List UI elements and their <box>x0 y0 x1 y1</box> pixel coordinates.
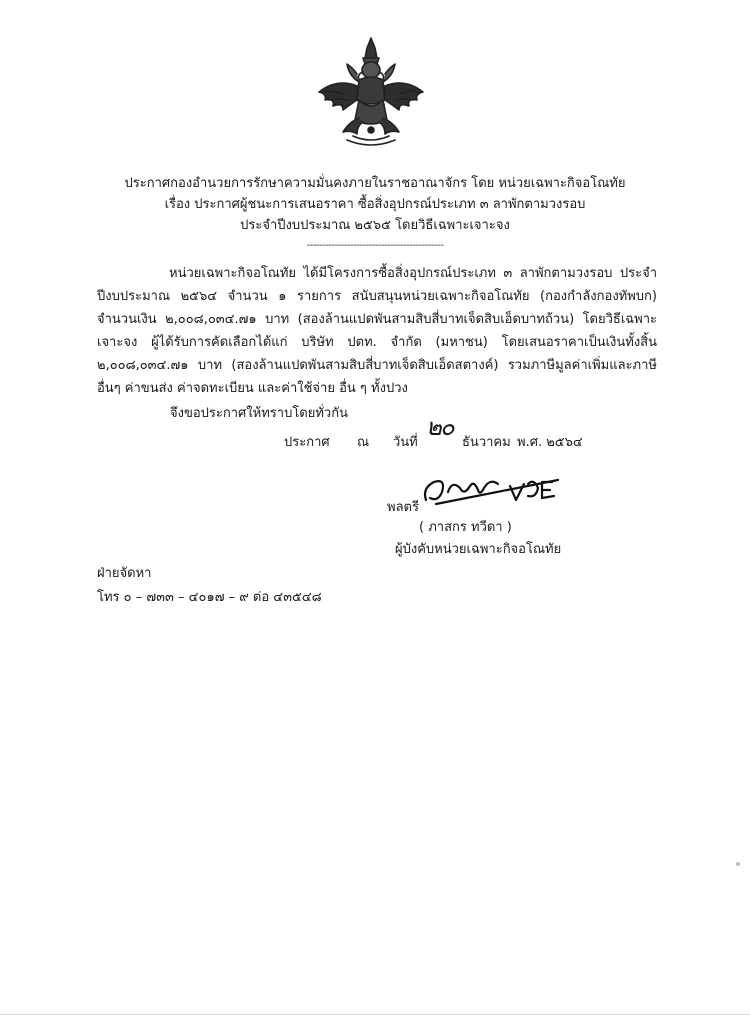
header-subject-line: เรื่อง ประกาศผู้ชนะการเสนอราคา ซื้อสิ่งอุปกรณ์ประเภท ๓ ลาพักตามวงรอบ <box>164 197 586 212</box>
body-paragraph-text: หน่วยเฉพาะกิจอโณทัย ได้มีโครงการซื้อสิ่งอุปกรณ์ประเภท ๓ ลาพักตามวงรอบ ประจำปีงบประมาณ ๒๕๖๔ จำนวน ๑ รายการ สนับสนุนหน่วยเฉพาะกิจอโณทัย (กองกำลังกองทัพบก) จำนวนเงิน ๒,๐๐๘,๐๓๔.๗๑ บาท (สองล้านแปดพันสามสิบสี่บาทเจ็ดสิบเอ็ดบาทถ้วน) โดยวิธีเฉพาะเจาะจง ผู้ได้รับการคัดเลือกได้แก่ บริษัท ปตท. จำกัด (มหาชน) โดยเสนอราคาเป็นเงินทั้งสิ้น ๒,๐๐๘,๐๓๔.๗๑ บาท (สองล้านแปดพันสามสิบสี่บาทเจ็ดสิบเอ็ดสตางค์) รวมภาษีมูลค่าเพิ่มและภาษีอื่นๆ ค่าขนส่ง ค่าจดทะเบียน และค่าใช้จ่าย อื่น ๆ ทั้งปวง <box>97 266 657 396</box>
garuda-emblem-icon <box>313 34 429 150</box>
signature-position: ผู้บังคับหน่วยเฉพาะกิจอโณทัย <box>395 542 562 557</box>
date-at: ณ <box>357 435 370 450</box>
date-day-label: วันที่ <box>393 435 418 450</box>
date-month: ธันวาคม <box>462 435 511 450</box>
date-year: พ.ศ. ๒๕๖๔ <box>517 435 583 450</box>
signature-name: ( ภาสกร ทวีดา ) <box>419 520 512 535</box>
date-day-handwritten: ๒๐ <box>426 413 453 441</box>
handwritten-signature-icon <box>418 470 568 510</box>
scan-speck <box>736 862 740 866</box>
signature-rank: พลตรี <box>387 500 419 515</box>
announce-line: จึงขอประกาศให้ทราบโดยทั่วกัน <box>170 406 348 421</box>
date-prefix: ประกาศ <box>284 435 330 450</box>
scan-bottom-edge <box>0 1014 750 1015</box>
header-fiscal-line: ประจำปีงบประมาณ ๒๕๖๕ โดยวิธีเฉพาะเจาะจง <box>240 218 510 233</box>
header-divider: -------------------------------------------- <box>306 240 444 251</box>
contact-department: ฝ่ายจัดหา <box>97 566 152 581</box>
contact-phone: โทร ๐ – ๗๓๓ – ๔๐๑๗ – ๙ ต่อ ๔๓๕๔๘ <box>97 590 322 605</box>
body-paragraph <box>97 262 657 400</box>
header-agency-line: ประกาศกองอำนวยการรักษาความมั่นคงภายในราชอาณาจักร โดย หน่วยเฉพาะกิจอโณทัย <box>124 176 626 191</box>
